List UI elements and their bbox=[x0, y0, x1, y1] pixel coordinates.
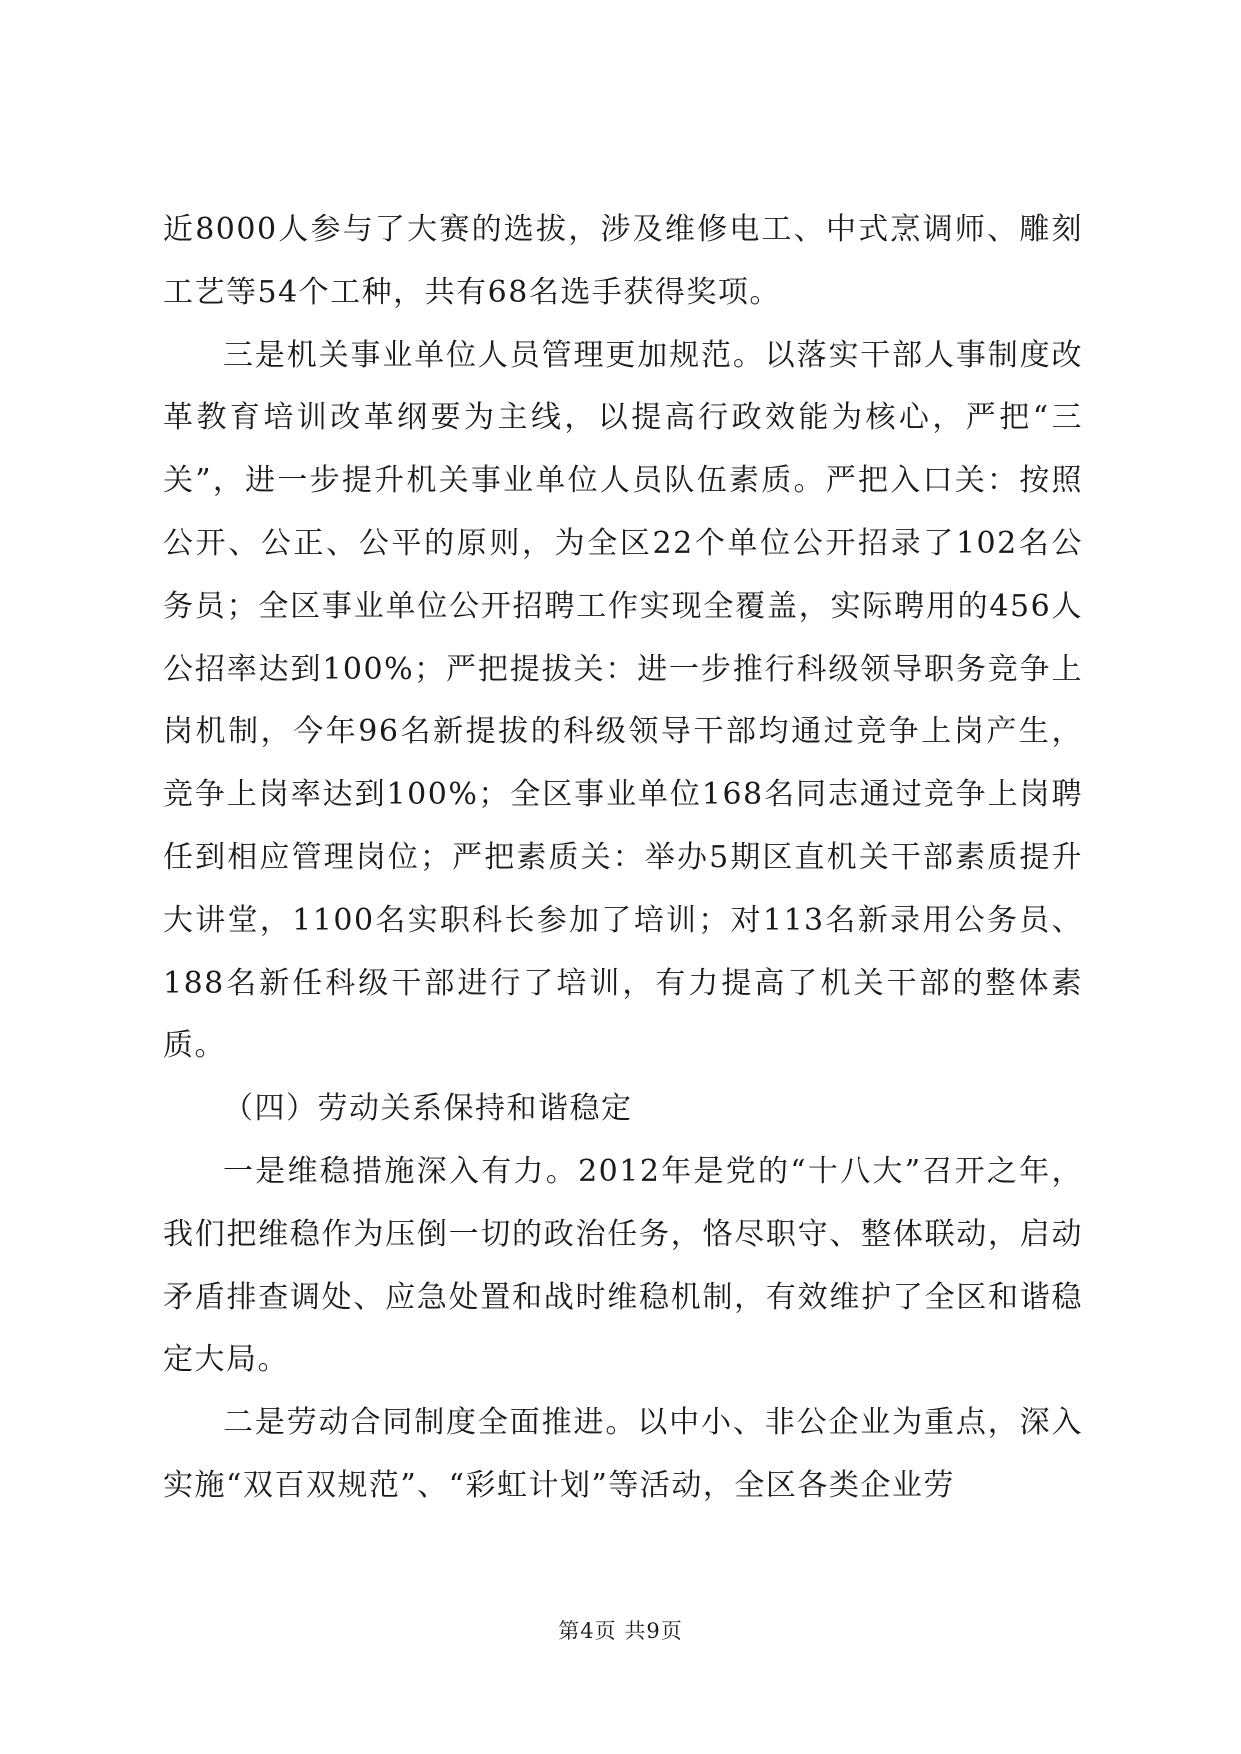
paragraph-staff-management: 三是机关事业单位人员管理更加规范。以落实干部人事制度改革教育培训改革纲要为主线，以提高行政效能为核心，严把“三关”，进一步提升机关事业单位人员队伍素质。严把入口关：按照公开、公正、公平的原则，为全区22个单位公开招录了102名公务员；全区事业单位公开招聘工作实现全覆盖，实际聘用的456人公招率达到100%；严把提拔关：进一步推行科级领导职务竞争上岗机制，今年96名新提拔的科级领导干部均通过竞争上岗产生，竞争上岗率达到100%；全区事业单位168名同志通过竞争上岗聘任到相应管理岗位；严把素质关：举办5期区直机关干部素质提升大讲堂，1100名实职科长参加了培训；对113名新录用公务员、188名新任科级干部进行了培训，有力提高了机关干部的整体素质。 bbox=[163, 337, 1083, 1064]
page-number-footer: 第4页 共9页 bbox=[558, 1619, 683, 1643]
paragraph-stability-measures: 一是维稳措施深入有力。2012年是党的“十八大”召开之年，我们把维稳作为压倒一切的政治任务，恪尽职守、整体联动，启动矛盾排查调处、应急处置和战时维稳机制，有效维护了全区和谐稳定大局。 bbox=[163, 1153, 1083, 1378]
document-body bbox=[163, 199, 1083, 1518]
paragraph-labor-contracts: 二是劳动合同制度全面推进。以中小、非公企业为重点，深入实施“双百双规范”、“彩虹计划”等活动，全区各类企业劳 bbox=[163, 1405, 1083, 1503]
section-heading-labor-relations: （四）劳动关系保持和谐稳定 bbox=[223, 1091, 633, 1127]
paragraph-continuation: 近8000人参与了大赛的选拔，涉及维修电工、中式烹调师、雕刻工艺等54个工种，共有68名选手获得奖项。 bbox=[163, 212, 1083, 310]
